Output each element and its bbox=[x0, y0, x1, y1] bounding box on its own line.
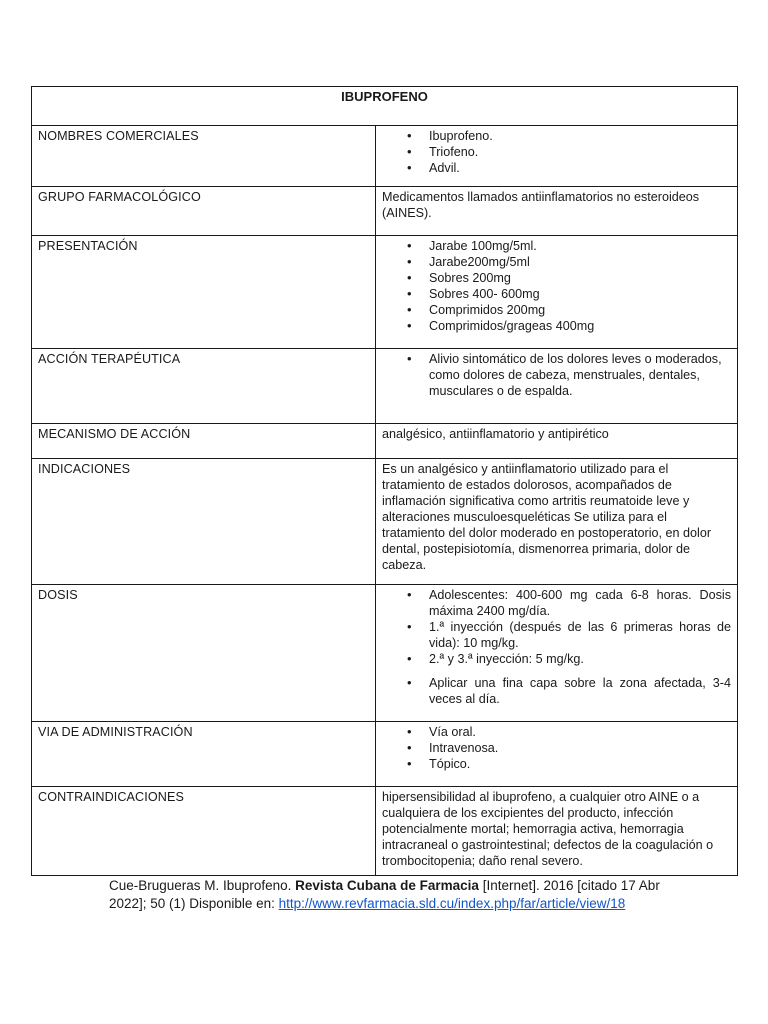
cell-text: Es un analgésico y antiinflamatorio utilizado para el tratamiento de estados dolorosos, acompañados de inflamación significativa como artritis reumatoide leve y alteraciones musculoesqueléticas Se utiliza para el tratamiento del dolor moderado en postoperatorio, en dolor dental, postepisiotomía, dismenorrea primaria, dolor de cabeza. bbox=[382, 462, 712, 572]
table-row bbox=[32, 187, 738, 236]
row-value-nombres-comerciales bbox=[376, 126, 738, 187]
bullet-list bbox=[382, 351, 731, 399]
table-row bbox=[32, 349, 738, 424]
row-value-dosis bbox=[376, 585, 738, 722]
bullet-list bbox=[382, 587, 731, 707]
bullet-list bbox=[382, 128, 731, 176]
cell-text: hipersensibilidad al ibuprofeno, a cualquier otro AINE o a cualquiera de los excipientes del producto, infección potencialmente mortal; hemorragia activa, hemorragia intracraneal o gastrointestinal; defectos de la coagulación o trombocitopenia; daño renal severo. bbox=[382, 790, 714, 868]
list-item: • Vía oral. bbox=[429, 724, 731, 740]
table-row bbox=[32, 459, 738, 585]
list-item: • Aplicar una fina capa sobre la zona afectada, 3-4 veces al día. bbox=[429, 675, 731, 707]
list-item: • Jarabe 100mg/5ml. bbox=[429, 238, 731, 254]
cell-text: Medicamentos llamados antiinflamatorios no esteroideos (AINES). bbox=[382, 190, 700, 220]
citation-link[interactable]: http://www.revfarmacia.sld.cu/index.php/far/article/view/18 bbox=[278, 896, 626, 911]
list-item: • Comprimidos 200mg bbox=[429, 302, 731, 318]
row-value-grupo-farmacologico bbox=[376, 187, 738, 236]
citation-journal: Revista Cubana de Farmacia bbox=[295, 878, 479, 893]
list-item: • Jarabe200mg/5ml bbox=[429, 254, 731, 270]
drug-info-table bbox=[31, 86, 738, 876]
table-row bbox=[32, 787, 738, 876]
row-value-via-de-administracion bbox=[376, 722, 738, 787]
citation-details: [Internet]. 2016 [citado 17 Abr 2022]; 50 (1) Disponible en: bbox=[109, 878, 660, 911]
list-item: • Comprimidos/grageas 400mg bbox=[429, 318, 731, 334]
bullet-list bbox=[382, 724, 731, 772]
row-value-mecanismo-de-accion bbox=[376, 424, 738, 459]
row-label-via-de-administracion: VIA DE ADMINISTRACIÓN bbox=[32, 722, 376, 787]
row-value-contraindicaciones bbox=[376, 787, 738, 876]
cell-text: analgésico, antiinflamatorio y antipirético bbox=[382, 427, 609, 441]
row-value-presentacion bbox=[376, 236, 738, 349]
list-item: • Alivio sintomático de los dolores leves o moderados, como dolores de cabeza, menstruales, dentales, musculares o de espalda. bbox=[429, 351, 731, 399]
list-item: • 1.ª inyección (después de las 6 primeras horas de vida): 10 mg/kg. bbox=[429, 619, 731, 651]
table-row bbox=[32, 722, 738, 787]
list-item: • Sobres 400- 600mg bbox=[429, 286, 731, 302]
list-item: • Ibuprofeno. bbox=[429, 128, 731, 144]
row-label-accion-terapeutica: ACCIÓN TERAPÉUTICA bbox=[32, 349, 376, 424]
row-label-grupo-farmacologico: GRUPO FARMACOLÓGICO bbox=[32, 187, 376, 236]
list-item: • Triofeno. bbox=[429, 144, 731, 160]
table-title: IBUPROFENO bbox=[32, 87, 738, 126]
list-item: • Tópico. bbox=[429, 756, 731, 772]
list-item: • Adolescentes: 400-600 mg cada 6-8 horas. Dosis máxima 2400 mg/día. bbox=[429, 587, 731, 619]
list-item: • Advil. bbox=[429, 160, 731, 176]
list-item: • Intravenosa. bbox=[429, 740, 731, 756]
row-label-contraindicaciones: CONTRAINDICACIONES bbox=[32, 787, 376, 876]
row-label-presentacion: PRESENTACIÓN bbox=[32, 236, 376, 349]
table-row bbox=[32, 424, 738, 459]
list-item: • 2.ª y 3.ª inyección: 5 mg/kg. bbox=[429, 651, 731, 667]
row-label-indicaciones: INDICACIONES bbox=[32, 459, 376, 585]
list-item: • Sobres 200mg bbox=[429, 270, 731, 286]
row-label-nombres-comerciales: NOMBRES COMERCIALES bbox=[32, 126, 376, 187]
row-value-accion-terapeutica bbox=[376, 349, 738, 424]
row-label-mecanismo-de-accion: MECANISMO DE ACCIÓN bbox=[32, 424, 376, 459]
table-row bbox=[32, 236, 738, 349]
table-row bbox=[32, 126, 738, 187]
row-value-indicaciones bbox=[376, 459, 738, 585]
citation-author-title: Cue-Brugueras M. Ibuprofeno. bbox=[109, 878, 296, 893]
bullet-list bbox=[382, 238, 731, 334]
row-label-dosis: DOSIS bbox=[32, 585, 376, 722]
citation bbox=[109, 877, 669, 913]
table-row bbox=[32, 585, 738, 722]
